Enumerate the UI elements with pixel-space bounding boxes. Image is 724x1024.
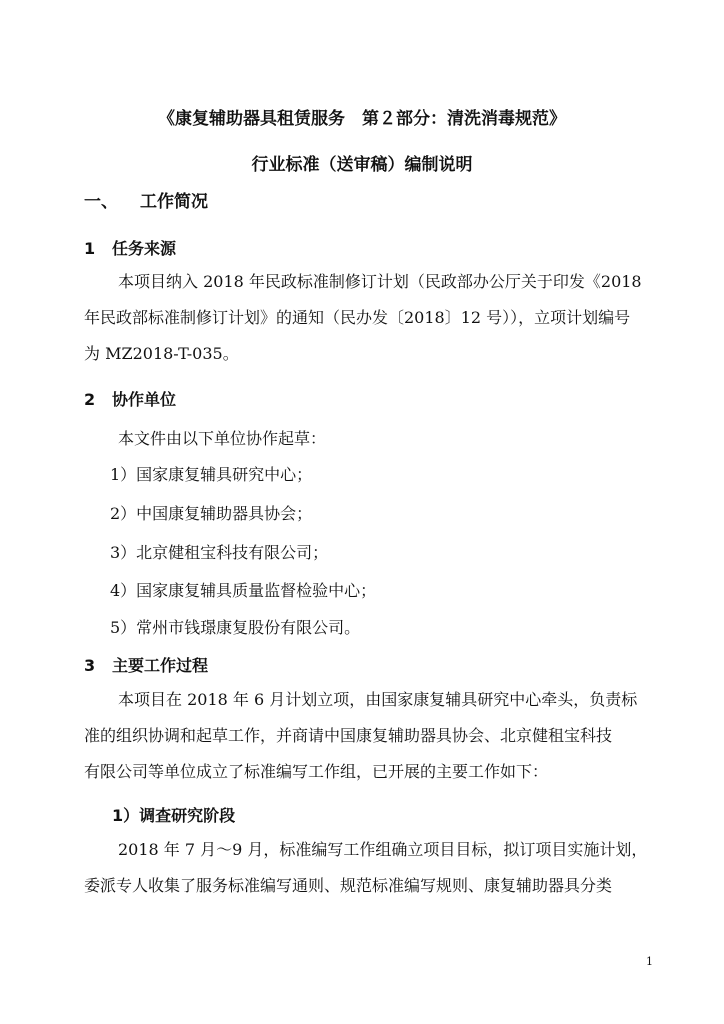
paragraph-line: 年民政部标准制修订计划》的通知（民办发〔2018〕12 号）），立项计划编号 [84, 308, 631, 327]
cooperation-item: 2）中国康复辅助器具协会； [110, 504, 313, 523]
paragraph-line: 本项目在 2018 年 6 月计划立项，由国家康复辅具研究中心牵头，负责标 [118, 690, 638, 709]
document-subtitle: 行业标准（送审稿）编制说明 [251, 155, 473, 175]
subsection-number: 1 [84, 239, 96, 258]
research-stage-paragraph [84, 832, 648, 904]
section-label: 工作简况 [140, 192, 208, 212]
subsection-heading-2 [84, 387, 176, 410]
subsection-number: 2 [84, 390, 96, 409]
subsection-label: 任务来源 [112, 239, 177, 258]
cooperation-item: 3）北京健租宝科技有限公司； [110, 543, 329, 562]
stage-heading: 1）调查研究阶段 [112, 806, 236, 825]
paragraph-line: 有限公司等单位成立了标准编写工作组，已开展的主要工作如下： [84, 762, 549, 781]
paragraph-line: 2018 年 7 月～9 月，标准编写工作组确立项目目标，拟订项目实施计划， [118, 840, 648, 859]
work-process-paragraph [84, 682, 644, 790]
cooperation-item: 1）国家康复辅具研究中心； [110, 465, 313, 484]
page-number: 1 [646, 955, 653, 968]
cooperation-item: 5）常州市钱璟康复股份有限公司。 [110, 618, 361, 637]
paragraph-line: 准的组织协调和起草工作，并商请中国康复辅助器具协会、北京健租宝科技 [84, 726, 613, 745]
subsection-label: 主要工作过程 [112, 656, 209, 675]
paragraph-line: 委派专人收集了服务标准编写通则、规范标准编写规则、康复辅助器具分类 [84, 876, 613, 895]
subsection-heading-3 [84, 653, 208, 676]
subsection-heading-1 [84, 236, 176, 259]
subsection-number: 3 [84, 656, 96, 675]
cooperation-intro: 本文件由以下单位协作起草： [118, 429, 327, 448]
subsection-label: 协作单位 [112, 390, 177, 409]
task-source-paragraph [84, 264, 644, 372]
paragraph-line: 本项目纳入 2018 年民政标准制修订计划（民政部办公厅关于印发《2018 [118, 272, 642, 291]
section-number: 一、 [84, 192, 118, 212]
document-title: 《康复辅助器具租赁服务 第２部分：清洗消毒规范》 [158, 109, 566, 129]
cooperation-item: 4）国家康复辅具质量监督检验中心； [110, 581, 377, 600]
paragraph-line: 为 MZ2018-T-035。 [84, 344, 239, 363]
section-heading-1 [84, 187, 208, 212]
